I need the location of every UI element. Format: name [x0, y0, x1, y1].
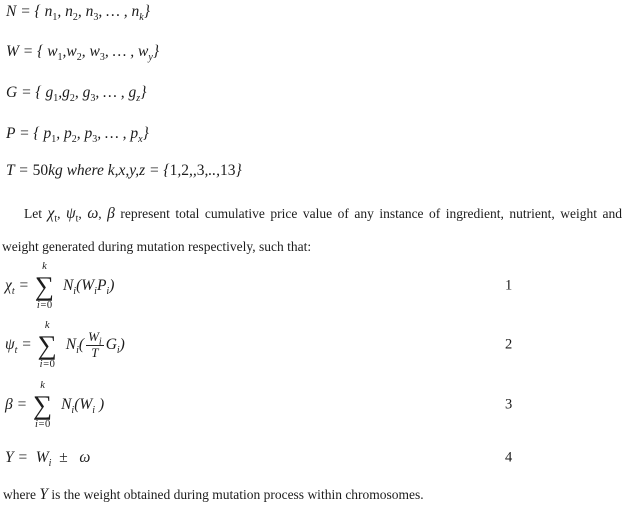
equation-4-lhs: Υ = — [5, 449, 36, 466]
equation-1-body: $N_i(W_iP_i)$ — [59, 277, 115, 298]
fraction-denominator: T — [91, 344, 99, 360]
fraction-wi-over-t — [86, 330, 104, 361]
intro-paragraph — [2, 197, 622, 263]
equation-2-body-pre: $N_i$( — [61, 336, 85, 357]
definition-nutrients-set: N = { $n_1$, $n_2$, $n_3$, … , $n_k$} — [6, 3, 150, 24]
greek-symbol: ψ — [66, 205, 76, 222]
greek-symbol: β — [107, 205, 115, 222]
greek-symbol: ω — [87, 205, 99, 222]
sum-lower-limit: i=0 — [36, 299, 53, 311]
sum-upper-limit: k — [40, 379, 45, 391]
equation-4 — [5, 446, 624, 470]
equation-3 — [5, 380, 624, 430]
equation-1-lhs: $\chi_t$ = — [5, 277, 33, 298]
paragraph-line-1: Let $\chi_t$, $\psi_t$, ω, β represent total cumulative price value of any instance of ingredient, nutrient, weight and — [24, 205, 623, 225]
greek-symbol: ψ — [5, 336, 15, 353]
definition-weights-set: W = { $w_1,w_2$, $w_3$, … , $w_y$} — [6, 43, 160, 64]
equation-4-body: $W_i \pm \omega$ — [35, 449, 91, 470]
definition-g-set: G = { $g_1,g_2$, $g_3$, … , $g_z$} — [6, 84, 147, 105]
greek-symbol: Υ — [39, 486, 48, 503]
sum-lower-limit: i=0 — [39, 358, 55, 370]
summation-1 — [35, 261, 54, 311]
sum-upper-limit: k — [44, 319, 50, 331]
fraction-numerator: $W_i$ — [88, 328, 102, 348]
greek-symbol: χ — [47, 205, 55, 222]
equation-3-lhs: β = — [5, 396, 31, 413]
equation-2-lhs: $\psi_t$ = — [5, 336, 36, 357]
greek-symbol: Υ — [5, 449, 14, 466]
paragraph-line-2: weight generated during mutation respectively, such that: — [2, 239, 312, 254]
sum-lower-limit: i=0 — [34, 418, 51, 430]
equation-4-number: 4 — [505, 449, 513, 466]
equation-1 — [5, 261, 624, 311]
sigma-icon: ∑ — [32, 389, 53, 420]
equation-1-number: 1 — [505, 277, 513, 294]
summation-2 — [38, 320, 57, 370]
definition-total-weight: T = 50kg where k,x,y,z = {1,2,,3,..,13} — [6, 162, 242, 179]
greek-symbol: ω — [79, 449, 91, 466]
greek-symbol: β — [5, 396, 13, 413]
equation-3-body: $N_i(W_i$ ) — [57, 396, 105, 417]
greek-symbol: χ — [5, 277, 12, 294]
equation-2 — [5, 320, 624, 370]
equation-3-number: 3 — [505, 396, 513, 413]
definition-prices-set: P = { $p_1$, $p_2$, $p_3$, … , $p_x$} — [6, 125, 149, 146]
summation-3 — [33, 380, 52, 430]
equation-2-number: 2 — [505, 336, 513, 353]
footer-note: where Υ is the weight obtained during mutation process within chromosomes. — [3, 486, 424, 503]
sigma-icon: ∑ — [34, 270, 55, 301]
sum-upper-limit: k — [42, 260, 47, 272]
equation-2-body-post: $G_i$) — [105, 336, 125, 357]
sigma-icon: ∑ — [37, 329, 57, 360]
